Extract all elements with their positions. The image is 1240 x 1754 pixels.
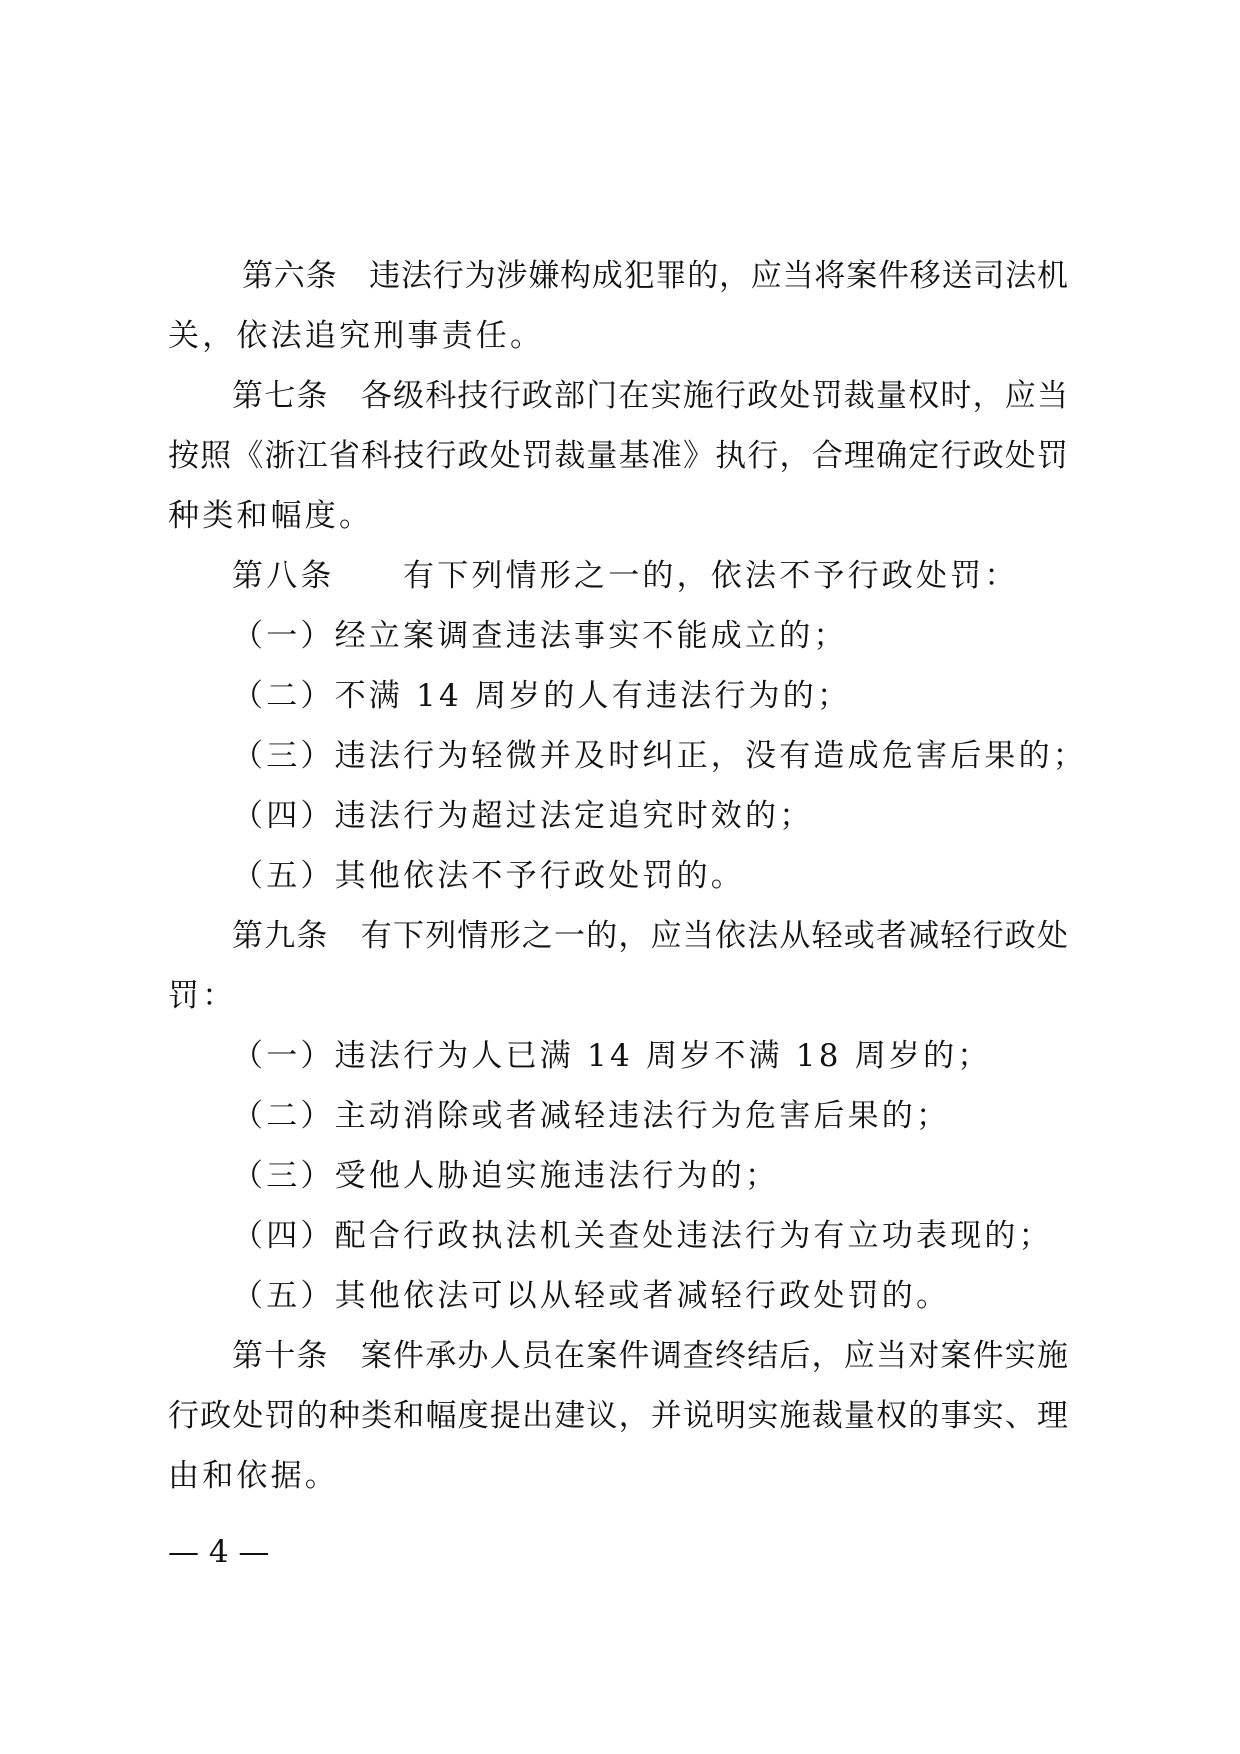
article-7-line-3: 种类和幅度。: [168, 498, 374, 534]
page-number: — 4 —: [168, 1534, 270, 1570]
article-8-item-4: （四）违法行为超过法定追究时效的；: [232, 798, 814, 834]
article-8-heading: 第八条 有下列情形之一的，依法不予行政处罚：: [232, 558, 1019, 594]
article-8-item-1: （一）经立案调查违法事实不能成立的；: [232, 618, 848, 654]
article-9-item-2: （二）主动消除或者减轻违法行为危害后果的；: [232, 1098, 951, 1134]
article-10-line-1: 第十条 案件承办人员在案件调查终结后，应当对案件实施: [232, 1338, 1068, 1374]
article-7-line-2: 按照《浙江省科技行政处罚裁量基准》执行，合理确定行政处罚: [168, 438, 1068, 474]
article-9-item-5: （五）其他依法可以从轻或者减轻行政处罚的。: [232, 1278, 951, 1314]
article-10-line-2: 行政处罚的种类和幅度提出建议，并说明实施裁量权的事实、理: [168, 1398, 1068, 1434]
article-8-item-5: （五）其他依法不予行政处罚的。: [232, 858, 745, 894]
article-7-line-1: 第七条 各级科技行政部门在实施行政处罚裁量权时，应当: [232, 378, 1068, 414]
article-6-line-1: 第六条 违法行为涉嫌构成犯罪的，应当将案件移送司法机: [242, 258, 1068, 294]
article-8-item-3: （三）违法行为轻微并及时纠正，没有造成危害后果的；: [232, 738, 1087, 774]
article-10-line-3: 由和依据。: [168, 1458, 339, 1494]
article-6-line-2: 关，依法追究刑事责任。: [168, 318, 545, 354]
article-9-item-1: （一）违法行为人已满 14 周岁不满 18 周岁的；: [232, 1038, 992, 1074]
article-9-line-2: 罚：: [168, 978, 237, 1014]
article-9-item-3: （三）受他人胁迫实施违法行为的；: [232, 1158, 780, 1194]
article-9-line-1: 第九条 有下列情形之一的，应当依法从轻或者减轻行政处: [232, 918, 1068, 954]
article-9-item-4: （四）配合行政执法机关查处违法行为有立功表现的；: [232, 1218, 1053, 1254]
article-8-item-2: （二）不满 14 周岁的人有违法行为的；: [232, 678, 852, 714]
